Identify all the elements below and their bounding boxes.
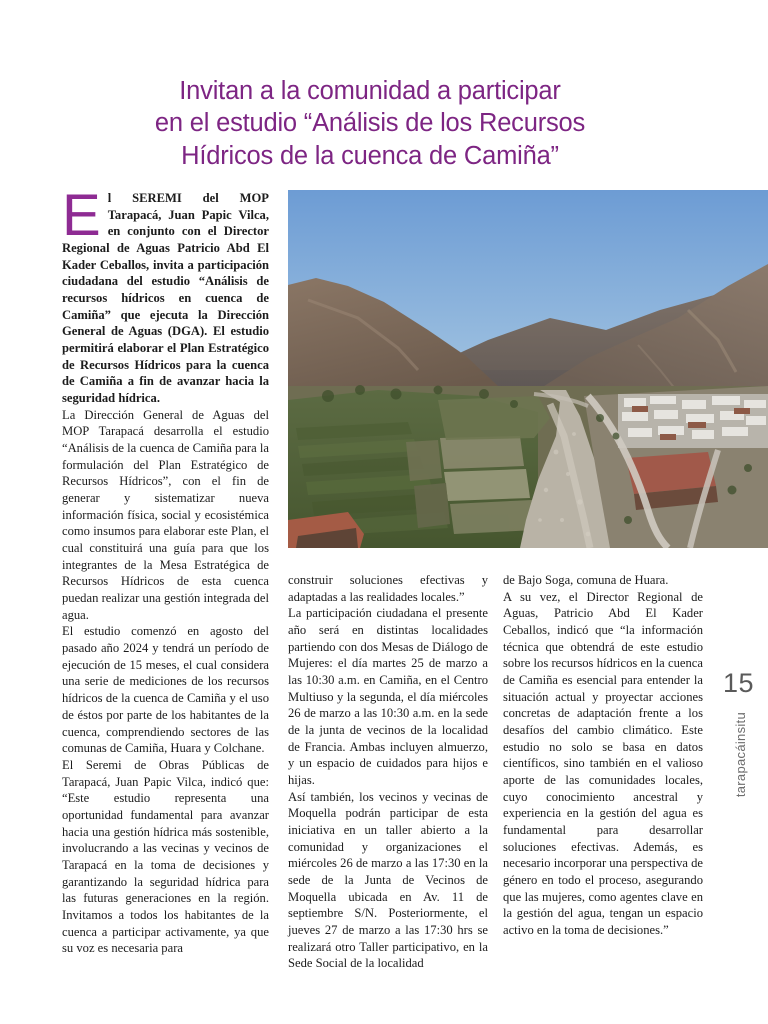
paragraph: construir soluciones efectivas y adaptadas a las realidades locales.” xyxy=(288,573,488,604)
valley-aerial-illustration xyxy=(288,190,768,548)
paragraph: La Dirección General de Aguas del MOP Tarapacá desarrolla el estudio “Análisis de la cuenca de Camiña para la formulación del Plan Estratégico de Recursos Hídricos”, con el fin de generar y sistematizar nueva información física, social y ecosistémica como insumos para elaborar este Plan, el cual constituirá una guía para que los integrantes de la Mesa Estratégica de Recursos Hídricos de esta cuenca puedan realizar una gestión integrada del agua. xyxy=(62,407,269,622)
paragraph: Así también, los vecinos y vecinas de Moquella podrán participar de esta iniciativa en un taller abierto a la comunidad y organizaciones el miércoles 26 de marzo a las 17:30 en la sede de la Junta de Vecinos de Moquella ubicada en Av. 11 de septiembre S/N. Posteriormente, el jueves 27 de marzo a las 17:30 hrs se realizará otro Taller participativo, en la Sede Social de la localidad xyxy=(288,789,488,971)
paragraph xyxy=(62,183,269,407)
paragraph: El Seremi de Obras Públicas de Tarapacá, Juan Papic Vilca, indicó que: “Este estudio representa una oportunidad fundamental para avanzar hacia una gestión hídrica más sostenible, involucrando a las vecinas y vecinos de Tarapacá en la toma de decisiones y garantizando la seguridad hídrica para las futuras generaciones en la región. Invitamos a todos los habitantes de la cuenca a participar activamente, ya que su voz es necesaria para xyxy=(62,757,269,956)
page-number: 15 xyxy=(722,668,754,698)
paragraph: A su vez, el Director Regional de Aguas, Patricio Abd El Kader Ceballos, indicó que “la información técnica que obtendrá de este estudio sobre los recursos hídricos en la cuenca de Camiña es esencial para entender la situación actual y proyectar acciones concretas de adaptación frente a los desafíos del cambio climático. Este estudio no solo se basa en datos científicos, sino también en el valioso aporte de las comunidades locales, cuyo conocimiento ancestral y experiencia en la gestión del agua es fundamental para desarrollar soluciones efectivas. Además, es necesario incorporar una perspectiva de género en todo el proceso, asegurando que las mujeres, como agentes clave en la gestión del agua, tengan un espacio activo en la toma de decisiones.” xyxy=(503,589,703,938)
headline-line-1: Invitan a la comunidad a participar xyxy=(179,77,561,106)
lead-paragraph-text: l SEREMI del MOP Tarapacá, Juan Papic Vilca, en conjunto con el Director Regional de Aguas Patricio Abd El Kader Ceballos, invita a participación ciudadana del estudio “Análisis de recursos hídricos en cuenca de Camiña” que ejecuta la Dirección General de Aguas (DGA). El estudio permitirá elaborar el Plan Estratégico de Recursos Hídricos para la cuenca de Camiña a fin de avanzar hacia la seguridad hídrica. xyxy=(62,191,269,406)
village-rooftops xyxy=(618,394,768,448)
paragraph: de Bajo Soga, comuna de Huara. xyxy=(503,573,669,587)
paragraph: La participación ciudadana el presente año será en distintas localidades partiendo con dos Mesas de Diálogo de Mujeres: el día martes 25 de marzo a las 10:30 a.m. en Camiña, en el Centro Multiuso y la segunda, el día miércoles 26 de marzo a las 10:30 a.m. en la sede de la junta de vecinos de la localidad de Francia. Ambas incluyen almuerzo, y un espacio de cuidados para hijos e hijas. xyxy=(288,606,488,788)
masthead-vertical-label: tarapacáinsitu xyxy=(733,712,748,798)
paragraph: El estudio comenzó en agosto del pasado año 2024 y tendrá un período de ejecución de 15 meses, el cual considera una serie de mediciones de los recursos hídricos de la cuenca de Camiña y el uso de éstos por parte de los habitantes de la cuenca, comprendiendo sectores de las comunas de Camiña, Huara y Colchane. xyxy=(62,624,269,756)
headline-line-2: en el estudio “Análisis de los Recursos xyxy=(154,109,586,138)
body-column-1 xyxy=(62,183,269,956)
drop-cap: E xyxy=(62,183,101,248)
article-photo xyxy=(288,190,768,548)
body-column-3 xyxy=(503,572,703,940)
body-column-2 xyxy=(288,572,488,971)
article-headline xyxy=(60,75,680,172)
headline-line-3: Hídricos de la cuenca de Camiña” xyxy=(181,141,559,170)
